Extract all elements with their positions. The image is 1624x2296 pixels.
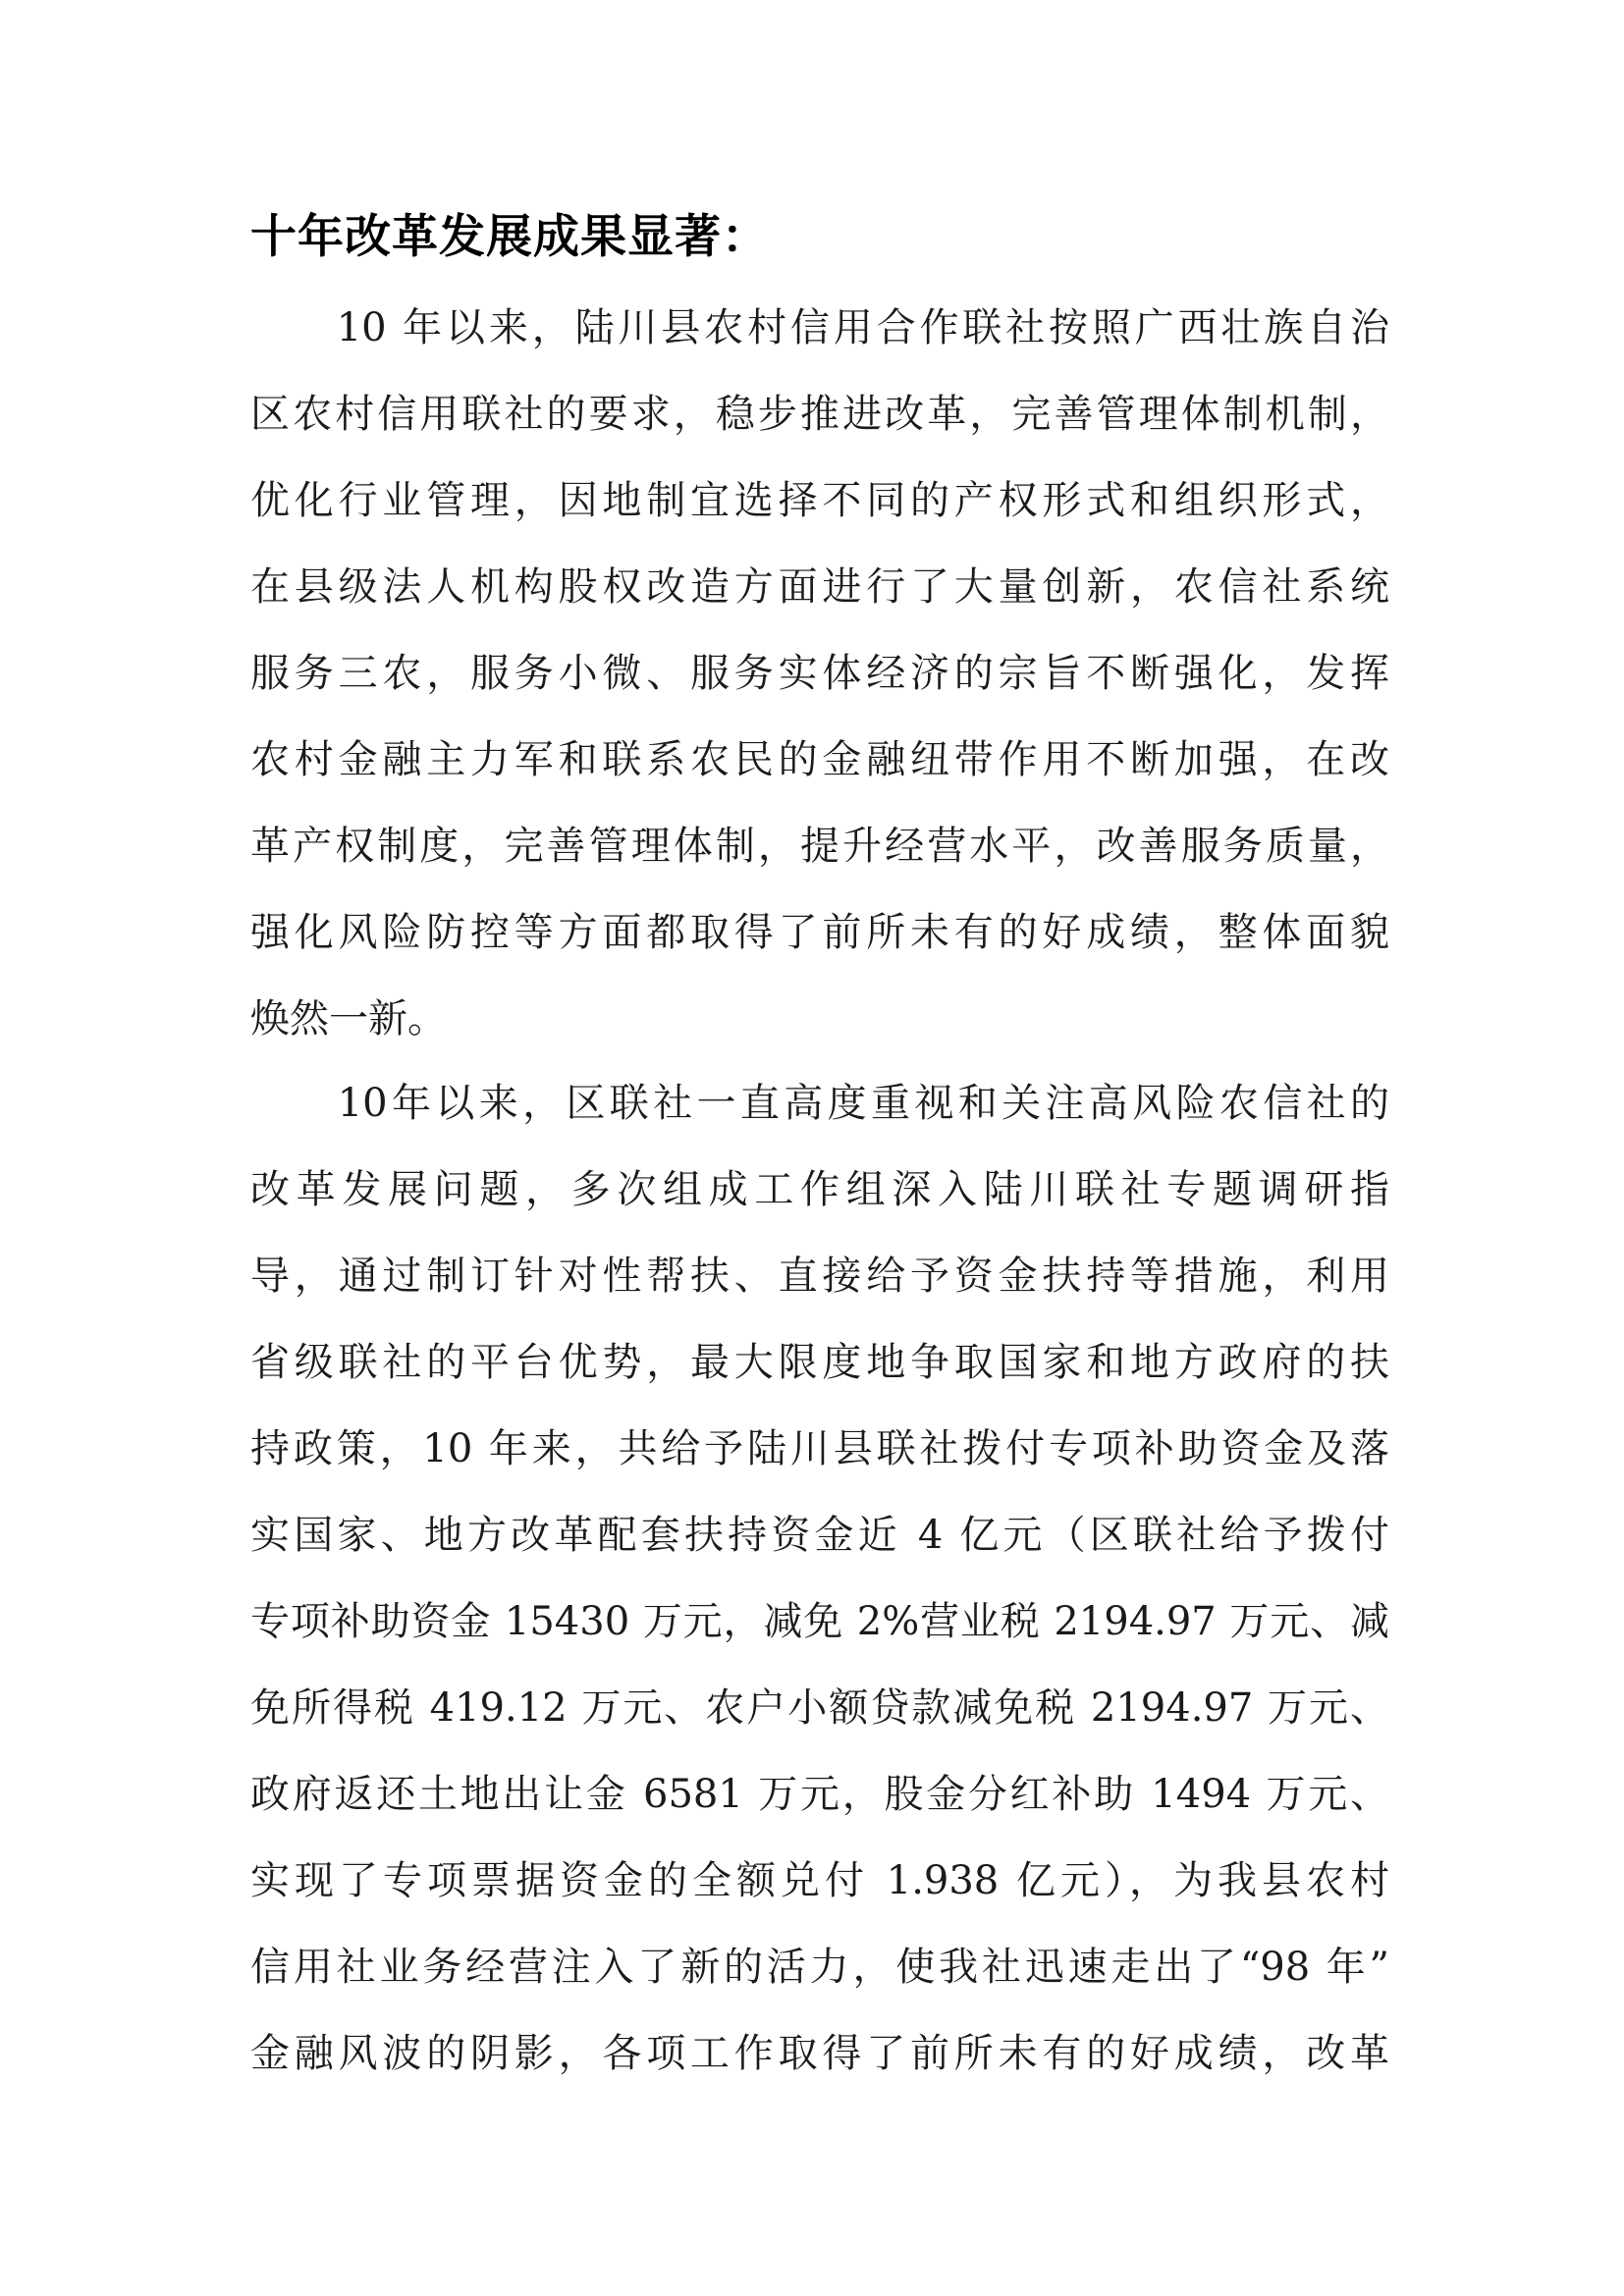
paragraph-line: 持政策，10 年来，共给予陆川县联社拨付专项补助资金及落	[250, 1426, 1389, 1471]
paragraph-line: 实现了专项票据资金的全额兑付 1.938 亿元），为我县农村	[250, 1858, 1389, 1903]
paragraph-line: 区农村信用联社的要求，稳步推进改革，完善管理体制机制，	[250, 392, 1389, 437]
paragraph-line: 服务三农，服务小微、服务实体经济的宗旨不断强化，发挥	[250, 651, 1389, 696]
paragraph-line: 实国家、地方改革配套扶持资金近 4 亿元（区联社给予拨付	[250, 1513, 1389, 1558]
paragraph-line: 金融风波的阴影，各项工作取得了前所未有的好成绩，改革	[250, 2031, 1389, 2076]
paragraph-line: 专项补助资金 15430 万元，减免 2%营业税 2194.97 万元、减	[250, 1599, 1389, 1644]
paragraph-line: 10 年以来，陆川县农村信用合作联社按照广西壮族自治	[250, 305, 1389, 350]
paragraph-line: 导，通过制订针对性帮扶、直接给予资金扶持等措施，利用	[250, 1254, 1389, 1299]
paragraph-1	[250, 285, 1389, 1062]
paragraph-line: 优化行业管理，因地制宜选择不同的产权形式和组织形式，	[250, 478, 1389, 523]
paragraph-line: 农村金融主力军和联系农民的金融纽带作用不断加强，在改	[250, 737, 1389, 782]
paragraph-line: 信用社业务经营注入了新的活力，使我社迅速走出了“98 年”	[250, 1945, 1389, 1990]
paragraph-line: 革产权制度，完善管理体制，提升经营水平，改善服务质量，	[250, 824, 1389, 869]
paragraph-line: 在县级法人机构股权改造方面进行了大量创新，农信社系统	[250, 564, 1389, 610]
paragraph-line: 政府返还土地出让金 6581 万元，股金分红补助 1494 万元、	[250, 1772, 1389, 1817]
paragraph-2	[250, 1060, 1389, 2097]
paragraph-line: 免所得税 419.12 万元、农户小额贷款减免税 2194.97 万元、	[250, 1685, 1389, 1731]
paragraph-line: 焕然一新。	[250, 996, 447, 1041]
paragraph-line: 10年以来，区联社一直高度重视和关注高风险农信社的	[250, 1081, 1389, 1126]
paragraph-line: 省级联社的平台优势，最大限度地争取国家和地方政府的扶	[250, 1340, 1389, 1385]
section-title: 十年改革发展成果显著：	[250, 210, 769, 264]
paragraph-line: 强化风险防控等方面都取得了前所未有的好成绩，整体面貌	[250, 910, 1389, 955]
paragraph-line: 改革发展问题，多次组成工作组深入陆川联社专题调研指	[250, 1167, 1389, 1212]
